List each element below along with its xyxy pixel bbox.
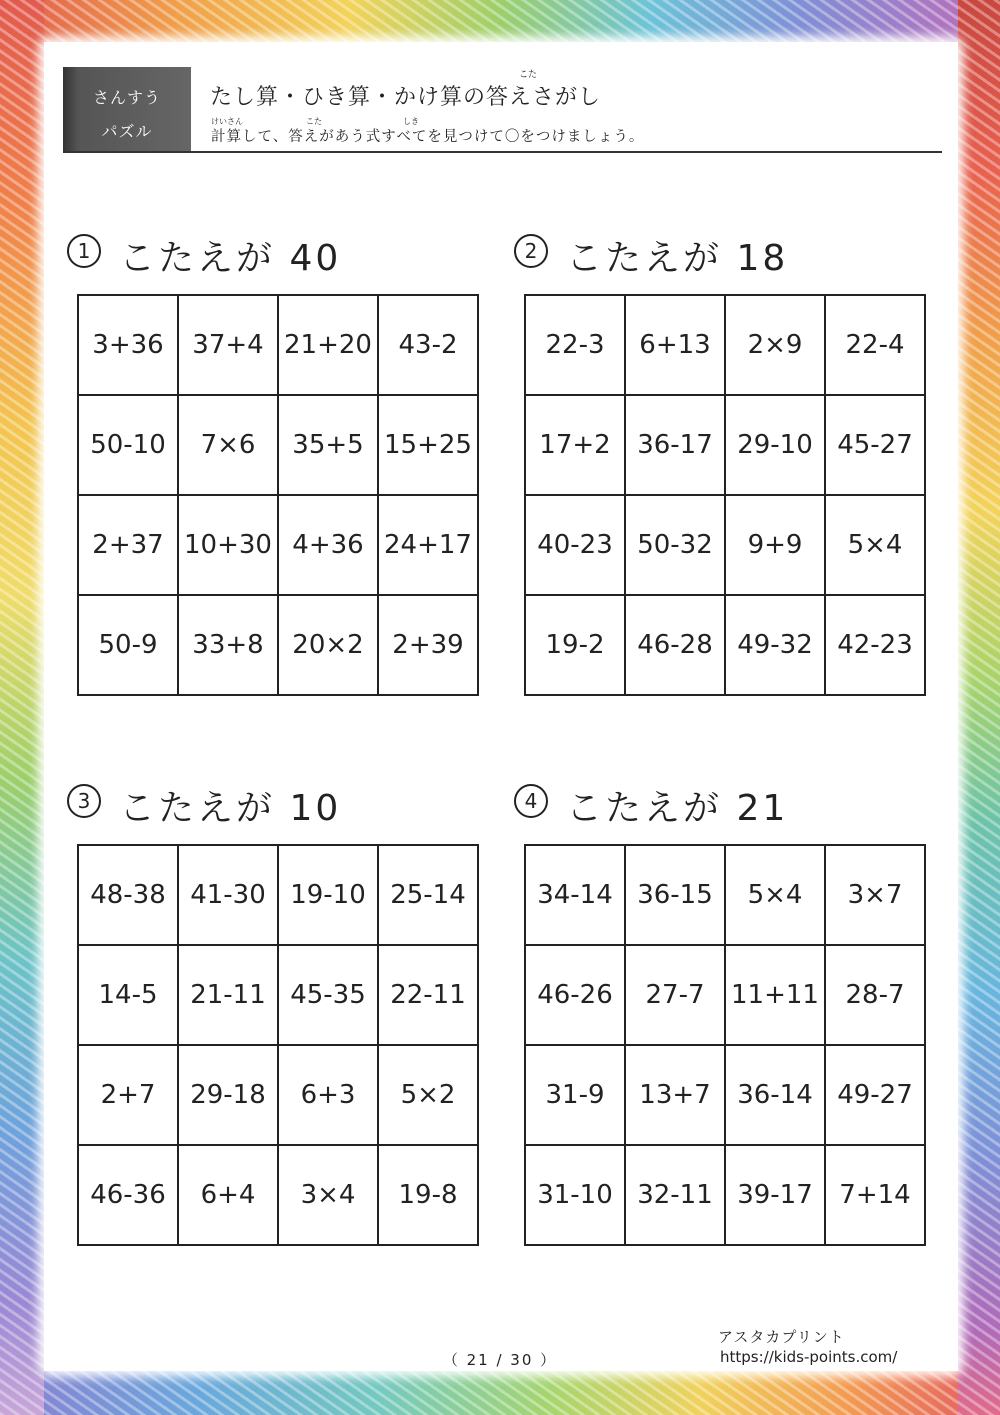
equation-cell[interactable]: 24+17	[379, 496, 479, 596]
equation-cell[interactable]: 22-3	[526, 296, 626, 396]
puzzle-number-circle: 1	[67, 234, 101, 268]
frame-left	[0, 0, 44, 1415]
equation-cell[interactable]: 6+4	[179, 1146, 279, 1246]
equation-cell[interactable]: 3+36	[79, 296, 179, 396]
puzzle-target-label: こたえが 21	[566, 788, 789, 829]
equation-cell[interactable]: 45-27	[826, 396, 926, 496]
equation-cell[interactable]: 50-32	[626, 496, 726, 596]
equation-cell[interactable]: 17+2	[526, 396, 626, 496]
equation-cell[interactable]: 39-17	[726, 1146, 826, 1246]
frame-bottom	[0, 1371, 1000, 1415]
equation-cell[interactable]: 2+7	[79, 1046, 179, 1146]
equation-cell[interactable]: 46-26	[526, 946, 626, 1046]
equation-cell[interactable]: 2+39	[379, 596, 479, 696]
equation-cell[interactable]: 5×2	[379, 1046, 479, 1146]
header-divider	[63, 151, 942, 153]
publisher-url[interactable]: https://kids-points.com/	[720, 1348, 898, 1366]
equation-cell[interactable]: 46-28	[626, 596, 726, 696]
equation-cell[interactable]: 5×4	[726, 846, 826, 946]
equation-cell[interactable]: 25-14	[379, 846, 479, 946]
equation-cell[interactable]: 4+36	[279, 496, 379, 596]
equation-cell[interactable]: 31-10	[526, 1146, 626, 1246]
equation-cell[interactable]: 36-14	[726, 1046, 826, 1146]
equation-cell[interactable]: 11+11	[726, 946, 826, 1046]
equation-cell[interactable]: 7×6	[179, 396, 279, 496]
equation-cell[interactable]: 43-2	[379, 296, 479, 396]
equation-cell[interactable]: 49-27	[826, 1046, 926, 1146]
equation-cell[interactable]: 3×4	[279, 1146, 379, 1246]
equation-cell[interactable]: 7+14	[826, 1146, 926, 1246]
title-ruby: こた	[519, 70, 538, 80]
equation-cell[interactable]: 29-10	[726, 396, 826, 496]
badge-line1: さんすう	[92, 88, 161, 107]
equation-cell[interactable]: 21+20	[279, 296, 379, 396]
equation-cell[interactable]: 34-14	[526, 846, 626, 946]
equation-cell[interactable]: 35+5	[279, 396, 379, 496]
equation-cell[interactable]: 5×4	[826, 496, 926, 596]
equation-cell[interactable]: 28-7	[826, 946, 926, 1046]
puzzle-grid	[524, 294, 926, 696]
equation-cell[interactable]: 19-10	[279, 846, 379, 946]
equation-cell[interactable]: 36-15	[626, 846, 726, 946]
worksheet-instructions: 計算して、答えがあう式すべてを見つけて〇をつけましょう。	[211, 129, 645, 145]
ruby-keisan: けいさん	[211, 117, 243, 126]
puzzle-number-circle: 4	[514, 784, 548, 818]
worksheet-title: たし算・ひき算・かけ算の答えさがし	[210, 85, 602, 110]
equation-cell[interactable]: 48-38	[79, 846, 179, 946]
puzzle-grid	[77, 844, 479, 1246]
ruby-shiki: しき	[403, 117, 419, 126]
equation-cell[interactable]: 36-17	[626, 396, 726, 496]
equation-cell[interactable]: 3×7	[826, 846, 926, 946]
equation-cell[interactable]: 10+30	[179, 496, 279, 596]
equation-cell[interactable]: 22-11	[379, 946, 479, 1046]
frame-top	[0, 0, 1000, 42]
equation-cell[interactable]: 2×9	[726, 296, 826, 396]
equation-cell[interactable]: 40-23	[526, 496, 626, 596]
puzzle-grid	[524, 844, 926, 1246]
equation-cell[interactable]: 9+9	[726, 496, 826, 596]
puzzle-number-circle: 2	[514, 234, 548, 268]
puzzle-number-circle: 3	[67, 784, 101, 818]
equation-cell[interactable]: 13+7	[626, 1046, 726, 1146]
worksheet-header	[63, 67, 942, 153]
equation-cell[interactable]: 31-9	[526, 1046, 626, 1146]
equation-cell[interactable]: 45-35	[279, 946, 379, 1046]
equation-cell[interactable]: 33+8	[179, 596, 279, 696]
puzzle-grid	[77, 294, 479, 696]
equation-cell[interactable]: 2+37	[79, 496, 179, 596]
equation-cell[interactable]: 42-23	[826, 596, 926, 696]
equation-cell[interactable]: 37+4	[179, 296, 279, 396]
equation-cell[interactable]: 27-7	[626, 946, 726, 1046]
equation-cell[interactable]: 50-9	[79, 596, 179, 696]
badge-line2: パズル	[101, 122, 153, 141]
puzzle-target-label: こたえが 10	[119, 788, 342, 829]
equation-cell[interactable]: 50-10	[79, 396, 179, 496]
ruby-kotae: こた	[306, 117, 322, 126]
equation-cell[interactable]: 15+25	[379, 396, 479, 496]
equation-cell[interactable]: 41-30	[179, 846, 279, 946]
category-badge	[63, 67, 191, 151]
publisher-name: アスタカプリント	[718, 1328, 845, 1346]
equation-cell[interactable]: 19-2	[526, 596, 626, 696]
equation-cell[interactable]: 6+3	[279, 1046, 379, 1146]
equation-cell[interactable]: 19-8	[379, 1146, 479, 1246]
equation-cell[interactable]: 22-4	[826, 296, 926, 396]
page-indicator: （ 21 / 30 ）	[442, 1351, 558, 1369]
equation-cell[interactable]: 20×2	[279, 596, 379, 696]
puzzle-target-label: こたえが 40	[119, 238, 342, 279]
equation-cell[interactable]: 14-5	[79, 946, 179, 1046]
equation-cell[interactable]: 32-11	[626, 1146, 726, 1246]
puzzle-target-label: こたえが 18	[566, 238, 789, 279]
equation-cell[interactable]: 6+13	[626, 296, 726, 396]
equation-cell[interactable]: 29-18	[179, 1046, 279, 1146]
frame-right	[958, 0, 1000, 1415]
equation-cell[interactable]: 49-32	[726, 596, 826, 696]
equation-cell[interactable]: 21-11	[179, 946, 279, 1046]
equation-cell[interactable]: 46-36	[79, 1146, 179, 1246]
